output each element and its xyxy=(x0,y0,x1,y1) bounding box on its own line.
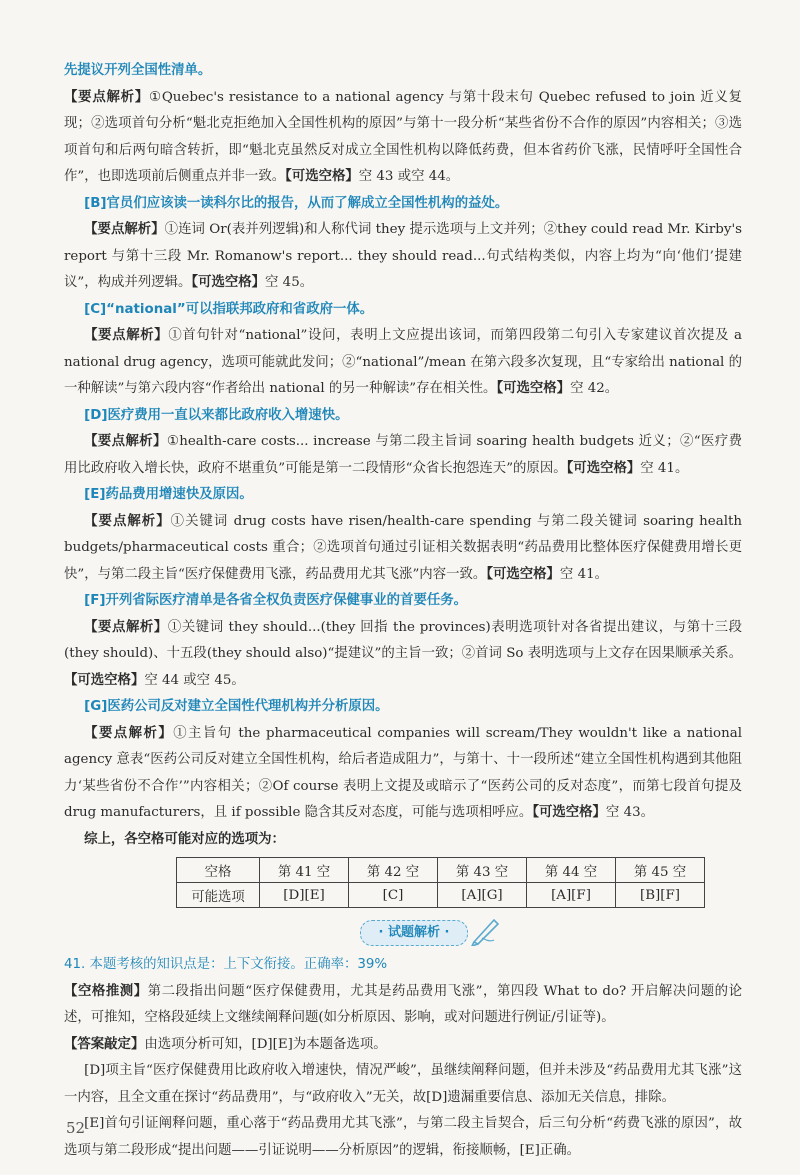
question-41-inference xyxy=(64,979,742,1032)
optional-blank-value: 空 41。 xyxy=(559,566,608,582)
optional-blank-value: 空 43 或空 44。 xyxy=(358,169,460,184)
analysis-body: ①health-care costs... increase 与第二段主旨词 soaring health budgets 近义；②“医疗费用比政府收入增长快，政府不堪重负”可能是第一二段情形“众省长抱怨连天”的原因。 xyxy=(64,434,743,476)
analysis-tag: 【要点解析】 xyxy=(84,513,171,529)
analysis-tag: 【要点解析】 xyxy=(84,328,169,343)
table-cell: [D][E] xyxy=(260,883,349,908)
optional-blank-value: 空 43。 xyxy=(605,805,654,820)
table-cell: [A][F] xyxy=(527,883,616,908)
table-cell: 第 44 空 xyxy=(527,858,616,883)
analysis-body: ①主旨句 the pharmaceutical companies will scream/They wouldn't like a national agency 意表“医药公司反对建立全国性机构，给后者造成阻力”，与第十、十一段所述“建立全国性机构遇到其他阻力‘某些省份不合作’”内容相关；②Of course 表明上文提及或暗示了“医药公司的反对态度”，而第七段首句提及 drug manufacturers，且 if possible 隐含其反对态度，可能与选项相呼应。 xyxy=(64,725,742,820)
optional-blank-value: 空 42。 xyxy=(570,381,619,396)
options-table-wrapper xyxy=(176,857,742,908)
optional-blank-tag: 【可选空格】 xyxy=(566,460,641,476)
table-cell: 第 45 空 xyxy=(616,858,705,883)
analysis-tag: 【要点解析】 xyxy=(64,89,150,105)
analysis-body: ①连词 Or(表并列逻辑)和人称代词 they 提示选项与上文并列；②they could read Mr. Kirby's report 与第十三段 Mr. Romanow's report... they should read...句式结构类似，内容上均为“向‘他们’提建议”，构成并列逻辑。 xyxy=(64,222,742,290)
analysis-body: ①Quebec's resistance to a national agency 与第十段末句 Quebec refused to join 近义复现；②选项首句分析“魁北克拒绝加入全国性机构的原因”与第十一段分析“某些省份不合作的原因”内容相关；③选项首句和后两句暗含转折，即“魁北克虽然反对成立全国性机构以降低药费，但本省药价飞涨，民情呼吁全国性合作”，也即选项前后侧重点并非一致。 xyxy=(64,89,743,184)
analysis-tag: 【要点解析】 xyxy=(84,619,168,635)
table-cell: 第 42 空 xyxy=(349,858,438,883)
question-41-title: 41. 本题考核的知识点是：上下文衔接。正确率：39% xyxy=(64,957,388,972)
analysis-body: ①关键词 drug costs have risen/health-care spending 与第二段关键词 soaring health budgets/pharmaceutical costs 重合；②选项首句通过引证相关数据表明“药品费用比整体医疗保健费用增长更快”，与第二段主旨“医疗保健费用飞涨，药品费用尤其飞涨”内容一致。 xyxy=(64,513,742,582)
question-41-option-d: [D]项主旨“医疗保健费用比政府收入增速快，情况严峻”，虽继续阐释问题，但并未涉及“药品费用尤其飞涨”这一内容，且全文重在探讨“药品费用”，与“政府收入”无关，故[D]遗漏重要信息、添加无关信息，排除。 xyxy=(64,1063,742,1105)
option-e-heading: [E]药品费用增速快及原因。 xyxy=(84,487,253,502)
option-c-heading: [C]“national”可以指联邦政府和省政府一体。 xyxy=(84,301,374,317)
analysis-tag: 【要点解析】 xyxy=(84,222,165,237)
table-cell: 空格 xyxy=(177,858,260,883)
table-cell: [C] xyxy=(349,883,438,908)
table-cell: 第 41 空 xyxy=(260,858,349,883)
option-d-analysis xyxy=(64,429,742,482)
optional-blank-tag: 【可选空格】 xyxy=(532,805,606,820)
table-cell: 第 43 空 xyxy=(438,858,527,883)
option-b-analysis xyxy=(64,217,742,297)
summary-label: 综上，各空格可能对应的选项为： xyxy=(84,831,285,847)
page-number: 52 xyxy=(66,1119,86,1137)
optional-blank-tag: 【可选空格】 xyxy=(486,566,560,582)
option-f-heading: [F]开列省际医疗清单是各省全权负责医疗保健事业的首要任务。 xyxy=(84,593,468,608)
analysis-tag: 【要点解析】 xyxy=(84,725,174,741)
section-banner-label: · 试题解析 · xyxy=(360,920,468,946)
table-cell: [B][F] xyxy=(616,883,705,908)
option-g-analysis xyxy=(64,721,742,827)
analysis-tag: 【要点解析】 xyxy=(84,434,167,449)
table-cell: 可能选项 xyxy=(177,883,260,908)
optional-blank-tag: 【可选空格】 xyxy=(285,169,359,184)
option-a-analysis xyxy=(64,85,742,191)
option-b-heading: [B]官员们应该读一读科尔比的报告，从而了解成立全国性机构的益处。 xyxy=(84,195,509,211)
option-e-analysis xyxy=(64,509,742,589)
optional-blank-value: 空 41。 xyxy=(640,460,689,476)
option-a-heading: 先提议开列全国性清单。 xyxy=(64,63,212,78)
optional-blank-tag: 【可选空格】 xyxy=(496,381,571,396)
optional-blank-value: 空 45。 xyxy=(265,275,314,290)
inference-body: 第二段指出问题“医疗保健费用，尤其是药品费用飞涨”，第四段 What to do? 开启解决问题的论述，可推知，空格段延续上文继续阐释问题(如分析原因、影响，或对问题进行例证/引证等)。 xyxy=(64,983,742,1025)
optional-blank-value: 空 44 或空 45。 xyxy=(144,672,245,688)
table-cell: [A][G] xyxy=(438,883,527,908)
options-table xyxy=(176,857,705,908)
table-row xyxy=(177,858,705,883)
optional-blank-tag: 【可选空格】 xyxy=(191,275,266,290)
table-row xyxy=(177,883,705,908)
answer-tag: 【答案敲定】 xyxy=(64,1036,145,1052)
analysis-body: ①关键词 they should...(they 回指 the provinces)表明选项针对各省提出建议，与第十三段(they should)、十五段(they should also)“提建议”的主旨一致；②首词 So 表明选项与上文存在因果顺承关系。 xyxy=(64,619,742,661)
option-g-heading: [G]医药公司反对建立全国性代理机构并分析原因。 xyxy=(84,699,389,714)
option-d-heading: [D]医疗费用一直以来都比政府收入增速快。 xyxy=(84,407,349,423)
section-banner xyxy=(64,916,742,952)
question-41-option-e: [E]首句引证阐释问题，重心落于“药品费用尤其飞涨”，与第二段主旨契合，后三句分析“药费飞涨的原因”，故选项与第二段形成“提出问题——引证说明——分析原因”的逻辑，衔接顺畅，[E]正确。 xyxy=(64,1116,742,1158)
option-f-analysis xyxy=(64,615,742,695)
analysis-body: ①首句针对“national”设问，表明上文应提出该词，而第四段第二句引入专家建议首次提及 a national drug agency，选项可能就此发问；②“national”/mean 在第六段多次复现，且“专家给出 national 的一种解读”与第六段内容“作者给出 national 的另一种解读”存在相关性。 xyxy=(64,328,743,396)
pen-icon xyxy=(468,916,502,946)
question-41-answer xyxy=(64,1032,742,1059)
optional-blank-tag: 【可选空格】 xyxy=(64,672,145,688)
option-c-analysis xyxy=(64,323,742,403)
inference-tag: 【空格推测】 xyxy=(64,983,148,999)
content xyxy=(64,58,742,1164)
answer-body: 由选项分析可知，[D][E]为本题备选项。 xyxy=(144,1036,387,1052)
